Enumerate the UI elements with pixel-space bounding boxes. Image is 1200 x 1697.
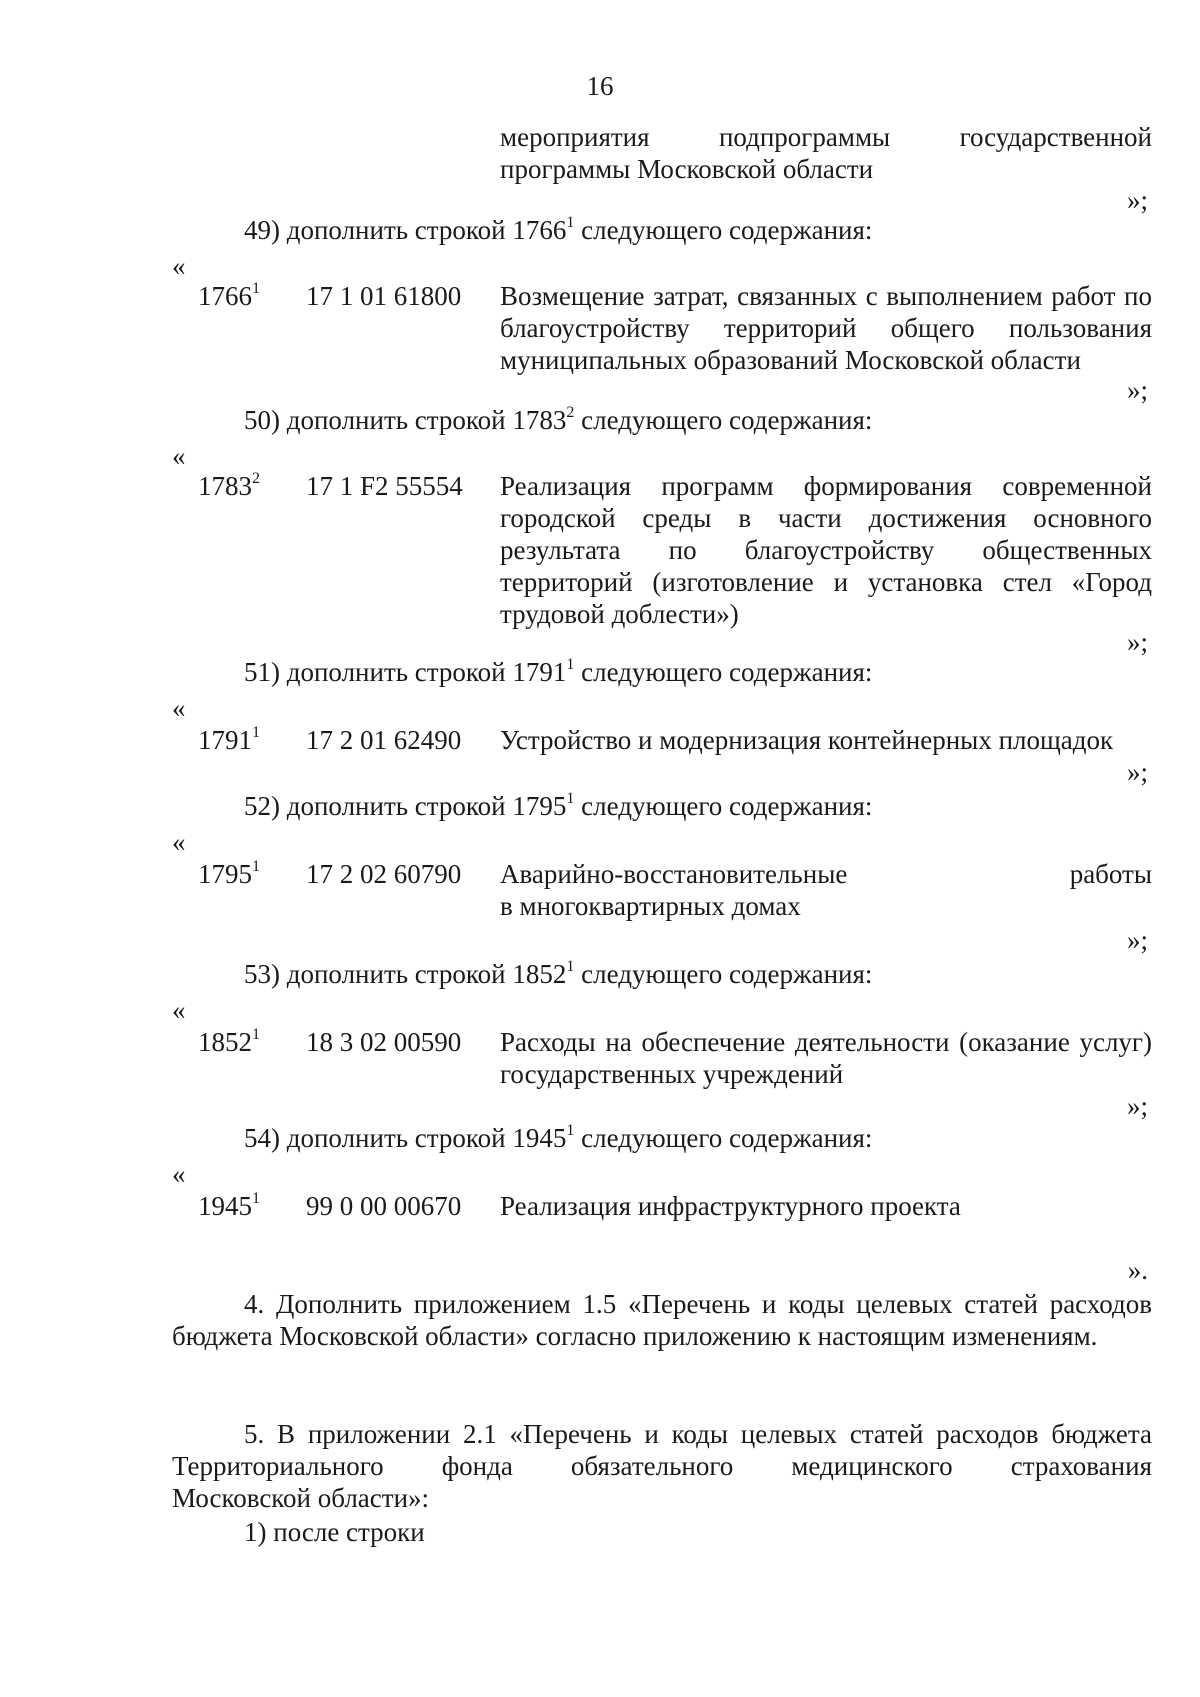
row-description-1795-line1 <box>500 858 1152 890</box>
prev-item-desc-line2: программы Московской области <box>500 154 874 184</box>
close-quote-53: »; <box>1126 1091 1148 1121</box>
item-intro-53: 53) дополнить строкой 1852$^1$ следующего содержания: <box>244 958 873 989</box>
row-description-1766: Возмещение затрат, связанных с выполнением работ по благоустройству территорий общего пользования муниципальных образований Московской области <box>500 281 1152 375</box>
open-quote-53: « <box>172 995 186 1025</box>
open-quote-54: « <box>172 1159 186 1189</box>
open-quote-51: « <box>172 693 186 723</box>
item-intro-49: 49) дополнить строкой 1766$^1$ следующего содержания: <box>244 214 873 245</box>
row-code-1766: 17 1 01 61800 <box>306 281 462 311</box>
close-quote-52: »; <box>1126 925 1148 955</box>
paragraph-5-line3: Московской области»: <box>172 1483 430 1513</box>
row-code-1945: 99 0 00 00670 <box>306 1191 462 1221</box>
item-intro-54: 54) дополнить строкой 1945$^1$ следующего содержания: <box>244 1122 873 1153</box>
close-quote-49: »; <box>1126 375 1148 405</box>
page-number: 16 <box>586 71 614 101</box>
paragraph-5-line2: Территориального фонда обязательного медицинского страхования <box>172 1451 1152 1481</box>
paragraph-4: 4. Дополнить приложением 1.5 «Перечень и коды целевых статей расходов бюджета Московской области» согласно приложению к настоящим изменениям. <box>172 1289 1152 1351</box>
paragraph-5 <box>172 1418 1152 1514</box>
row-description-1852: Расходы на обеспечение деятельности (оказание услуг) государственных учреждений <box>500 1027 1152 1089</box>
item-intro-51: 51) дополнить строкой 1791$^1$ следующего содержания: <box>244 656 873 687</box>
item-intro-50: 50) дополнить строкой 1783$^2$ следующего содержания: <box>244 404 873 435</box>
subitem-1: 1) после строки <box>244 1517 425 1547</box>
row-number-1783: 1783$^2$ <box>198 470 260 501</box>
paragraph-5-line1: 5. В приложении 2.1 «Перечень и коды целевых статей расходов бюджета <box>244 1419 1152 1449</box>
row-number-1791: 1791$^1$ <box>198 724 260 755</box>
row-description-1783: Реализация программ формирования современной городской среды в части достижения основного результата по благоустройству общественных территорий (изготовление и установка стел «Город трудовой доблести») <box>500 471 1152 629</box>
row-number-1945: 1945$^1$ <box>198 1190 260 1221</box>
open-quote-49: « <box>172 251 186 281</box>
row-code-1783: 17 1 F2 55554 <box>306 471 463 501</box>
close-quote-50: »; <box>1126 627 1148 657</box>
row-code-1852: 18 3 02 00590 <box>306 1027 462 1057</box>
close-quote-54: ». <box>1127 1255 1148 1285</box>
row-description-1945: Реализация инфраструктурного проекта <box>500 1191 961 1221</box>
open-quote-50: « <box>172 441 186 471</box>
prev-item-desc-line1: мероприятия подпрограммы государственной <box>500 122 1152 152</box>
row-description-1795-right: работы <box>1069 859 1152 889</box>
row-code-1795: 17 2 02 60790 <box>306 859 462 889</box>
item-intro-52: 52) дополнить строкой 1795$^1$ следующего содержания: <box>244 790 873 821</box>
row-number-1795: 1795$^1$ <box>198 858 260 889</box>
open-quote-52: « <box>172 827 186 857</box>
prev-item-close-quote: »; <box>1126 185 1148 215</box>
row-code-1791: 17 2 01 62490 <box>306 725 462 755</box>
row-description-1795-line2: в многоквартирных домах <box>500 891 801 921</box>
row-number-1852: 1852$^1$ <box>198 1026 260 1057</box>
row-description-1795-left: Аварийно-восстановительные <box>500 859 848 889</box>
row-number-1766: 1766$^1$ <box>198 280 260 311</box>
close-quote-51: »; <box>1126 757 1148 787</box>
row-description-1791: Устройство и модернизация контейнерных площадок <box>500 725 1114 755</box>
